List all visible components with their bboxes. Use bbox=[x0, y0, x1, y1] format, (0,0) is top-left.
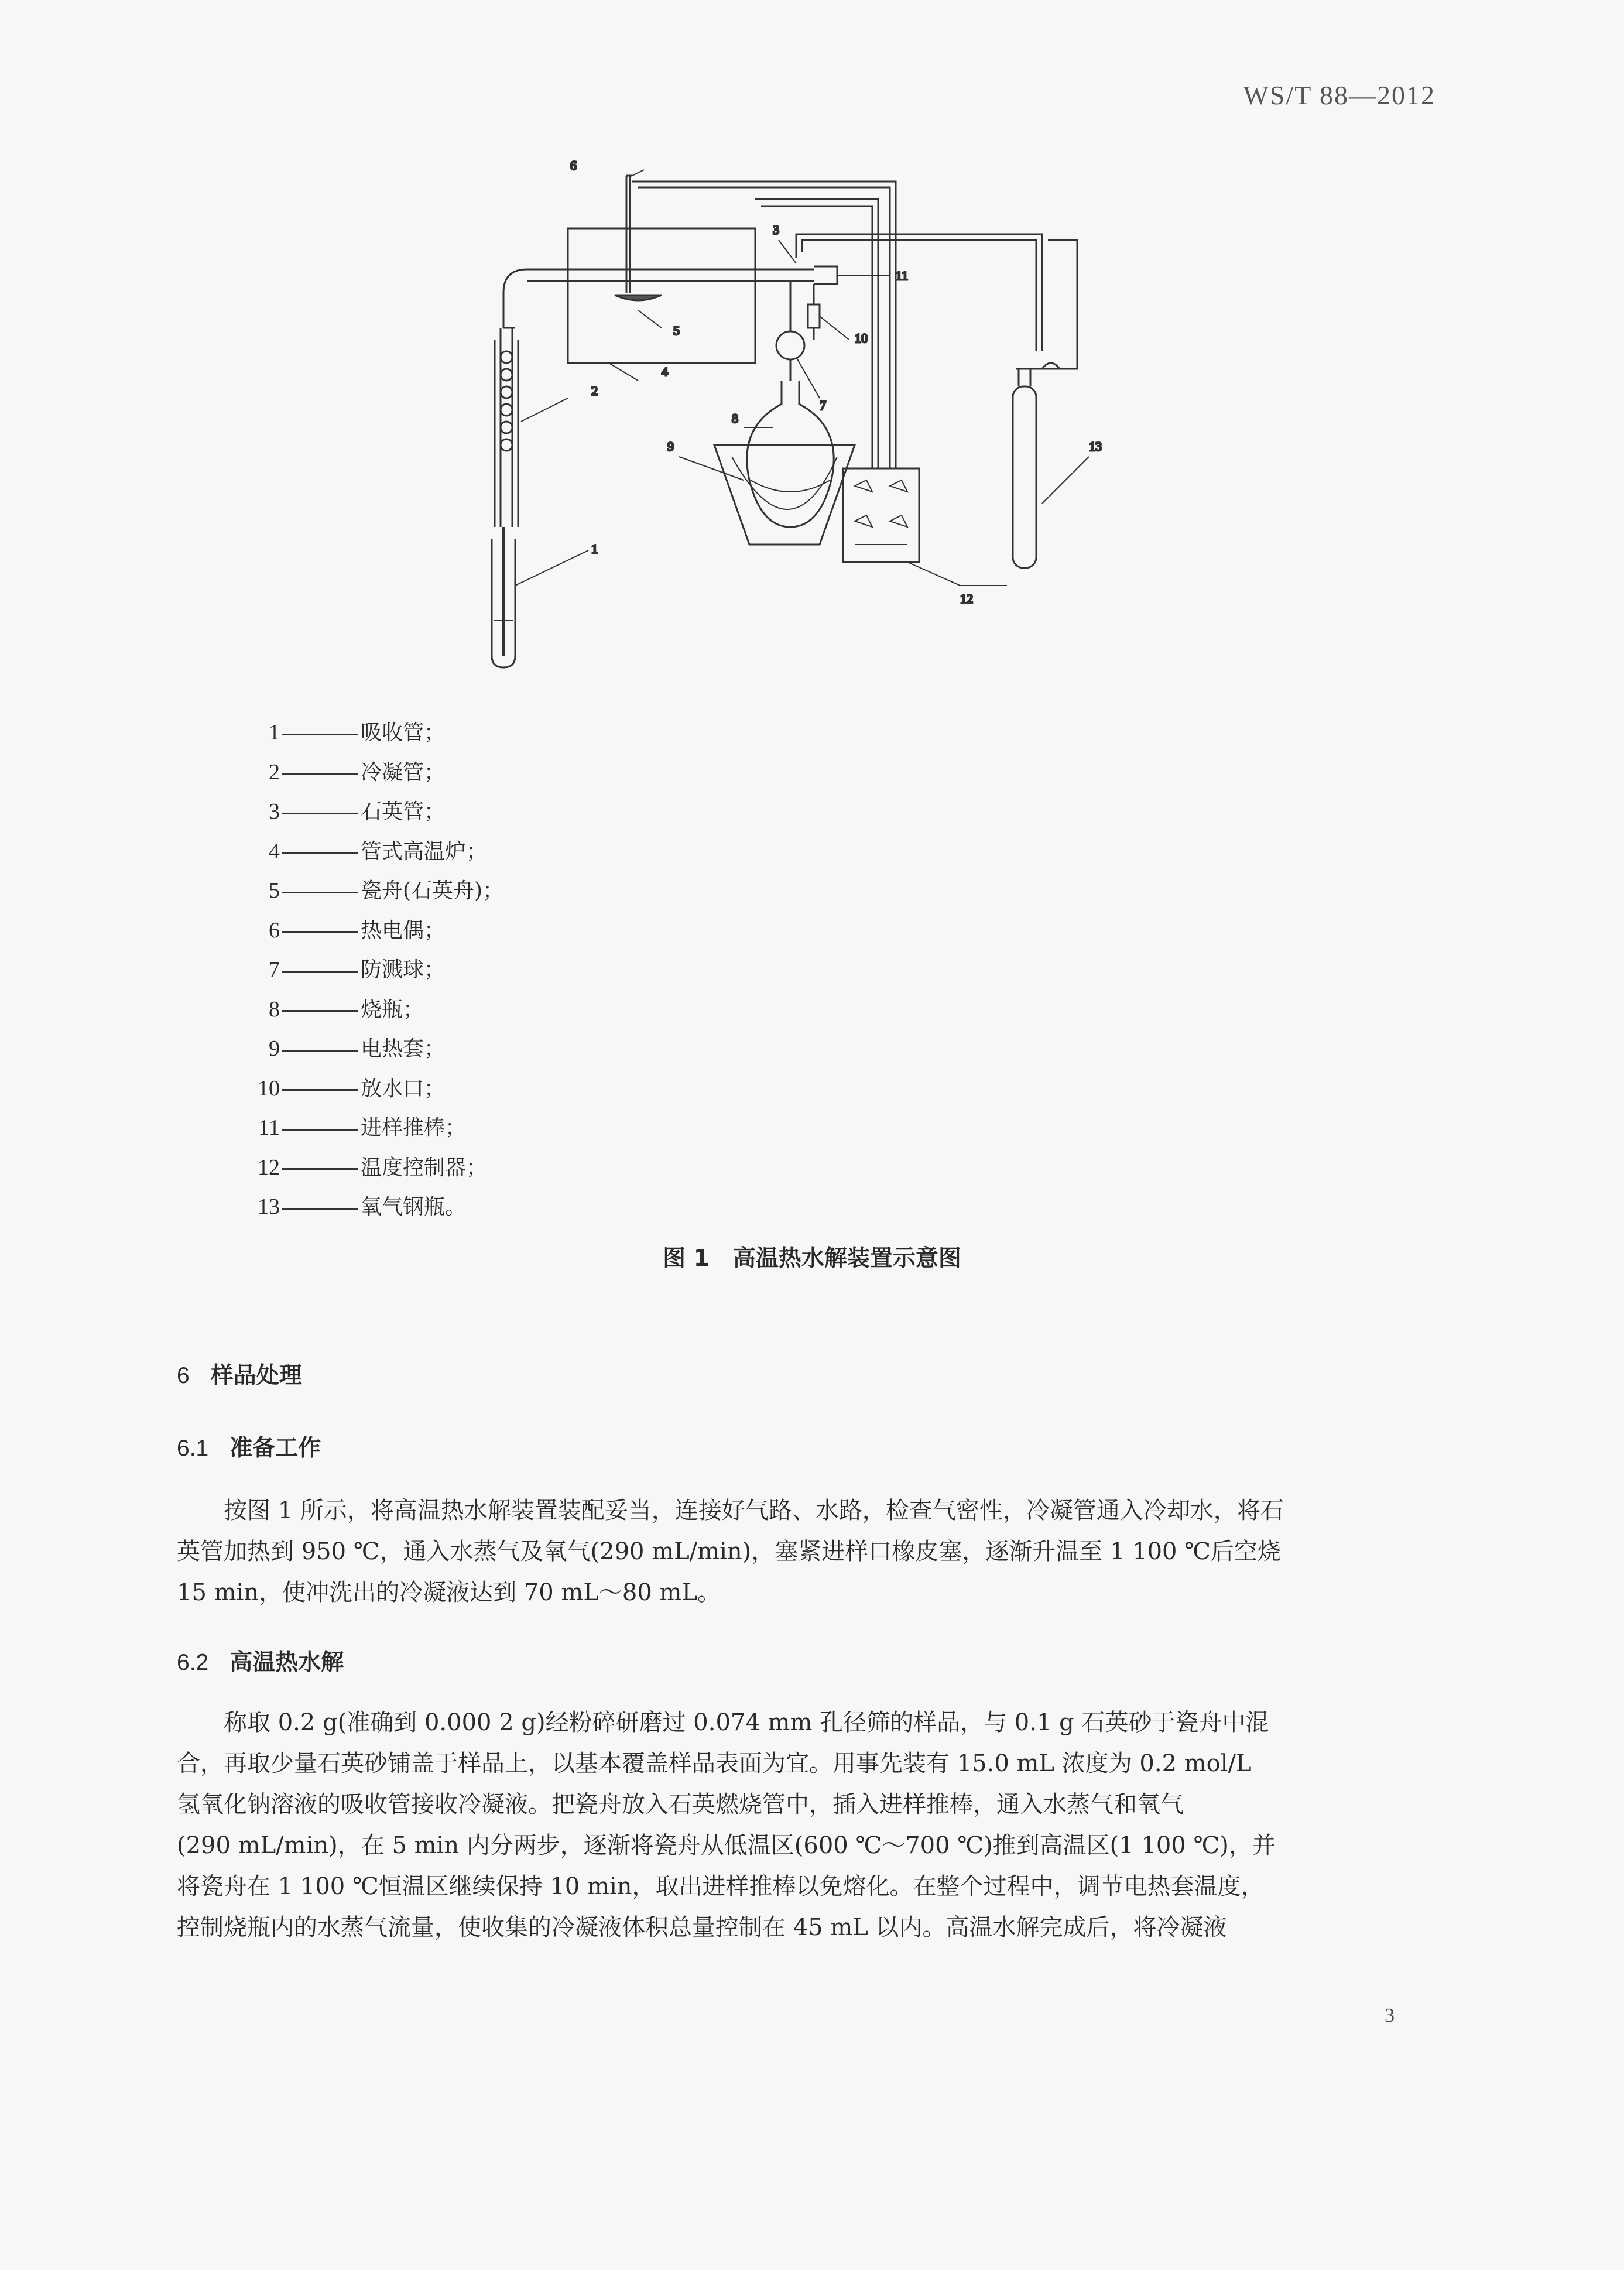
callout-2: 2 bbox=[591, 384, 598, 398]
section-title: 样品处理 bbox=[210, 1362, 302, 1389]
callout-9: 9 bbox=[667, 439, 674, 454]
section-6-2-body bbox=[177, 1702, 1441, 1948]
legend-dash bbox=[282, 931, 358, 933]
legend-item bbox=[211, 832, 503, 872]
legend-dash bbox=[282, 892, 358, 893]
body-line: 英管加热到 950 ℃，通入水蒸气及氧气(290 mL/min)，塞紧进样口橡皮塞，逐渐升温至 1 100 ℃后空烧 bbox=[177, 1538, 1281, 1565]
legend-dash bbox=[282, 1208, 358, 1210]
section-6-1-body bbox=[177, 1490, 1441, 1613]
body-line: 氢氧化钠溶液的吸收管接收冷凝液。把瓷舟放入石英燃烧管中，插入进样推棒，通入水蒸气和氧气 bbox=[177, 1791, 1184, 1818]
legend-label: 烧瓶； bbox=[361, 997, 424, 1022]
legend-number: 2 bbox=[269, 759, 280, 785]
legend-number: 7 bbox=[269, 957, 280, 982]
quartz-boat bbox=[615, 295, 662, 300]
oxygen-cylinder bbox=[1013, 386, 1036, 568]
legend-item bbox=[211, 753, 503, 793]
legend-number: 1 bbox=[269, 720, 280, 745]
legend-label: 吸收管； bbox=[361, 721, 446, 745]
callout-6: 6 bbox=[570, 158, 577, 173]
legend-number: 3 bbox=[269, 799, 280, 824]
page-number: 3 bbox=[1385, 2005, 1395, 2026]
temperature-controller bbox=[843, 468, 919, 562]
splash-ball bbox=[776, 331, 804, 359]
apparatus-svg bbox=[468, 152, 1124, 679]
steam-line bbox=[796, 234, 1042, 351]
body-line: 将瓷舟在 1 100 ℃恒温区继续保持 10 min，取出进样推棒以免熔化。在整个过程中，调节电热套温度， bbox=[177, 1873, 1265, 1900]
section-number: 6.2 bbox=[177, 1650, 209, 1675]
section-title: 准备工作 bbox=[229, 1435, 321, 1461]
legend-number: 5 bbox=[269, 878, 280, 903]
legend-item bbox=[211, 1069, 503, 1109]
legend-dash bbox=[282, 734, 358, 735]
caption-number: 图 1 bbox=[663, 1245, 710, 1272]
section-6-heading bbox=[177, 1357, 302, 1390]
legend-label: 进样推棒； bbox=[361, 1116, 467, 1140]
apparatus-diagram bbox=[468, 152, 1124, 679]
caption-title: 高温热水解装置示意图 bbox=[732, 1245, 961, 1272]
condenser bbox=[495, 328, 518, 527]
body-line: 按图 1 所示，将高温热水解装置装配妥当，连接好气路、水路，检查气密性，冷凝管通入冷却水，将石 bbox=[224, 1497, 1284, 1524]
figure-caption bbox=[0, 1240, 1624, 1273]
legend-label: 电热套； bbox=[361, 1037, 446, 1061]
legend-dash bbox=[282, 971, 358, 973]
legend-item bbox=[211, 871, 503, 911]
drain-valve bbox=[808, 284, 820, 340]
legend-number: 11 bbox=[258, 1115, 280, 1140]
callout-8: 8 bbox=[732, 411, 738, 426]
legend-number: 12 bbox=[258, 1155, 280, 1180]
callout-7: 7 bbox=[820, 398, 826, 413]
legend-item bbox=[211, 1148, 503, 1188]
legend-item bbox=[211, 1187, 503, 1227]
legend-number: 4 bbox=[269, 838, 280, 864]
legend-item bbox=[211, 1029, 503, 1069]
body-line: 控制烧瓶内的水蒸气流量，使收集的冷凝液体积总量控制在 45 mL 以内。高温水解完成后，将冷凝液 bbox=[177, 1914, 1227, 1941]
legend-dash bbox=[282, 852, 358, 854]
legend-item bbox=[211, 713, 503, 753]
legend-number: 9 bbox=[269, 1036, 280, 1061]
legend-label: 冷凝管； bbox=[361, 760, 446, 785]
section-number: 6.1 bbox=[177, 1436, 209, 1461]
legend-item bbox=[211, 950, 503, 990]
legend-number: 10 bbox=[258, 1076, 280, 1101]
legend-dash bbox=[282, 1129, 358, 1131]
legend-dash bbox=[282, 1010, 358, 1012]
legend-item bbox=[211, 911, 503, 951]
body-line: 15 min，使冲洗出的冷凝液达到 70 mL～80 mL。 bbox=[177, 1579, 721, 1606]
body-line: (290 mL/min)，在 5 min 内分两步，逐渐将瓷舟从低温区(600 ℃～700 ℃)推到高温区(1 100 ℃)，并 bbox=[177, 1832, 1276, 1859]
callout-5: 5 bbox=[673, 323, 680, 338]
section-title: 高温热水解 bbox=[229, 1649, 344, 1676]
thermocouple bbox=[626, 176, 632, 293]
standard-number: WS/T 88—2012 bbox=[1243, 80, 1435, 110]
quartz-tube-end bbox=[814, 266, 837, 284]
quartz-tube bbox=[503, 269, 814, 328]
legend-item bbox=[211, 792, 503, 832]
legend-number: 6 bbox=[269, 917, 280, 943]
legend-label: 石英管； bbox=[361, 800, 446, 824]
legend-number: 13 bbox=[258, 1194, 280, 1219]
legend-label: 管式高温炉； bbox=[361, 839, 488, 864]
section-6-1-heading bbox=[177, 1430, 321, 1463]
legend-dash bbox=[282, 1168, 358, 1170]
callout-3: 3 bbox=[773, 222, 779, 237]
legend-label: 氧气钢瓶。 bbox=[361, 1195, 467, 1219]
section-number: 6 bbox=[177, 1363, 190, 1388]
figure-legend bbox=[211, 713, 503, 1227]
thermocouple-wire bbox=[632, 182, 896, 468]
body-line: 合，再取少量石英砂铺盖于样品上，以基本覆盖样品表面为宜。用事先装有 15.0 mL 浓度为 0.2 mol/L bbox=[177, 1750, 1252, 1777]
legend-label: 放水口； bbox=[361, 1076, 446, 1101]
callout-10: 10 bbox=[855, 331, 868, 345]
legend-label: 防溅球； bbox=[361, 958, 446, 982]
callout-4: 4 bbox=[662, 364, 668, 379]
legend-dash bbox=[282, 1050, 358, 1052]
callout-13: 13 bbox=[1089, 439, 1102, 454]
section-6-2-heading bbox=[177, 1644, 344, 1677]
callout-1: 1 bbox=[591, 542, 598, 556]
body-line: 称取 0.2 g(准确到 0.000 2 g)经粉碎研磨过 0.074 mm 孔径筛的样品，与 0.1 g 石英砂于瓷舟中混 bbox=[224, 1709, 1269, 1736]
legend-dash bbox=[282, 813, 358, 814]
legend-dash bbox=[282, 1089, 358, 1091]
legend-label: 温度控制器； bbox=[361, 1155, 488, 1180]
legend-number: 8 bbox=[269, 997, 280, 1022]
legend-label: 热电偶； bbox=[361, 918, 446, 943]
callout-11: 11 bbox=[896, 268, 909, 283]
legend-dash bbox=[282, 773, 358, 775]
legend-label: 瓷舟(石英舟)； bbox=[361, 879, 504, 903]
legend-item bbox=[211, 990, 503, 1030]
legend-item bbox=[211, 1108, 503, 1148]
callout-12: 12 bbox=[960, 591, 973, 606]
